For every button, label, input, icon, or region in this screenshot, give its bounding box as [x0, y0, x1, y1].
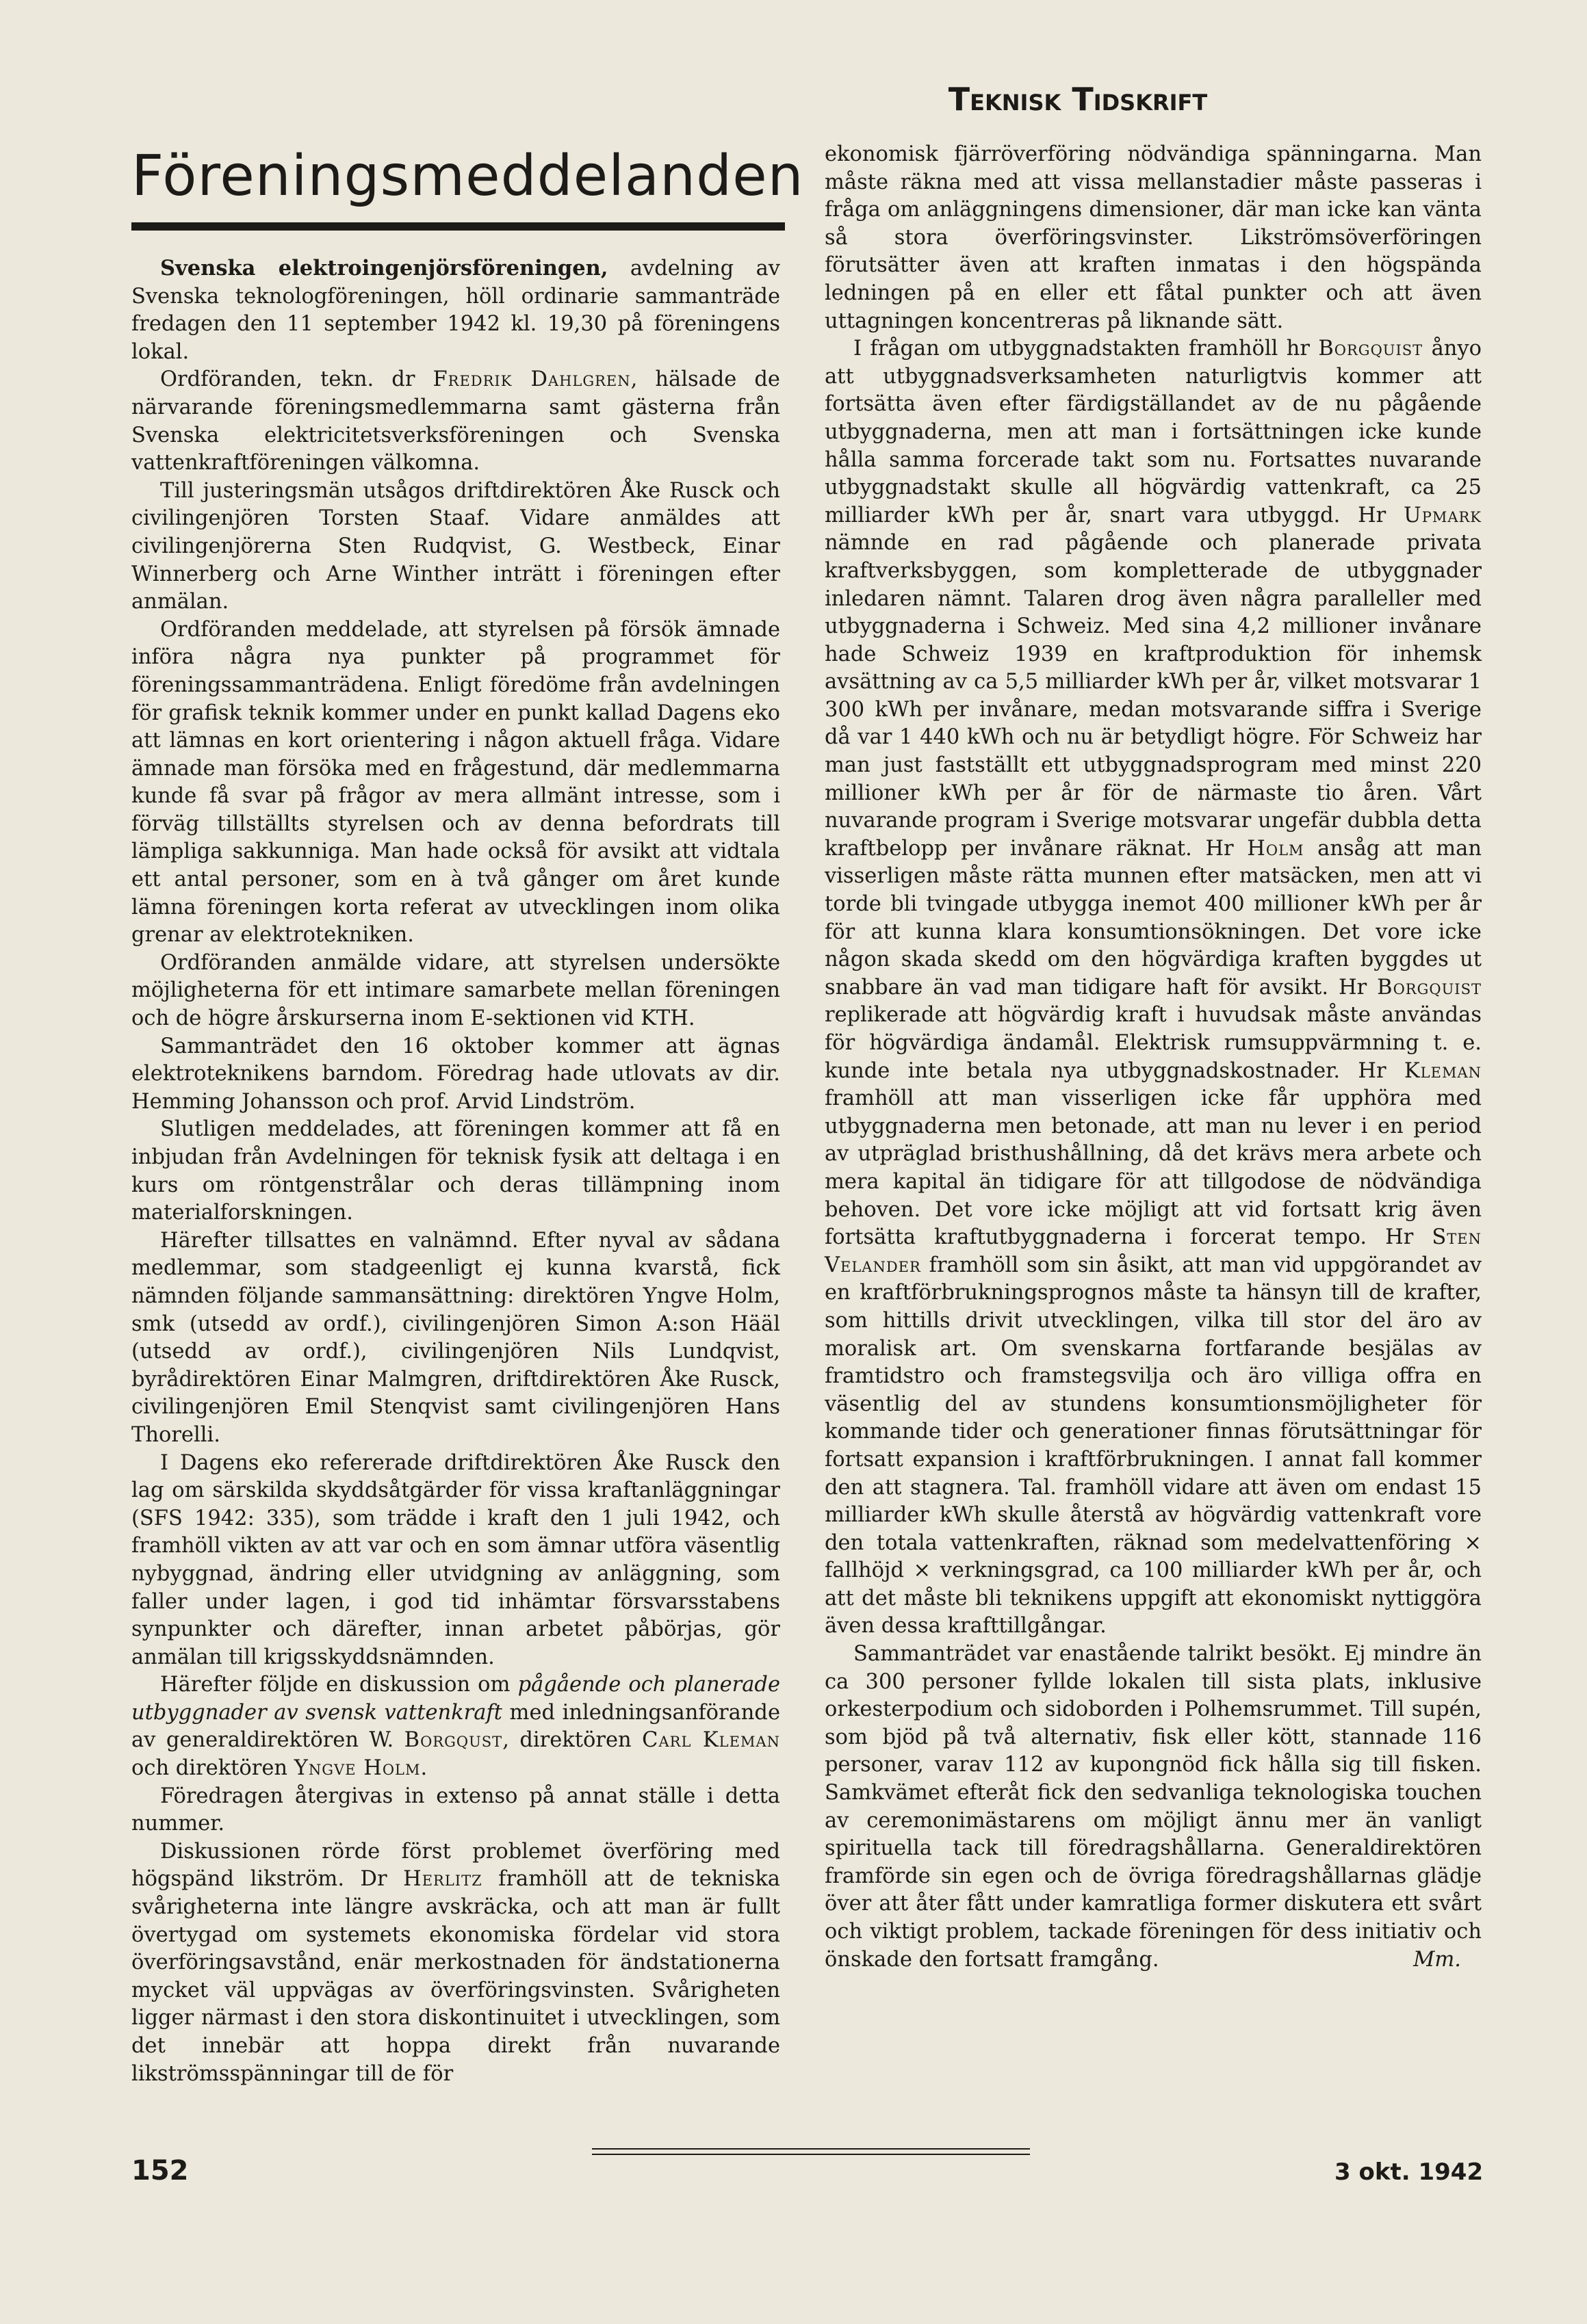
paragraph-3: Till justeringsmän utsågos driftdirektören Åke Rusck och civilingenjören Torsten Staaf. Vidare anmäldes att civilingenjörerna Sten Rudqvist, G. Westbeck, Einar Winnerberg och Arne Winther inträtt i föreningen efter anmälan.	[131, 478, 780, 614]
paragraph-1: Svenska elektroingenjörsföreningen, avdelning av Svenska teknologföreningen, höll ordinarie sammanträde fredagen den 11 september 1942 kl. 19,30 på föreningens lokal.	[131, 256, 780, 364]
paragraph-9: I Dagens eko refererade driftdirektören Åke Rusck den lag om särskilda skyddsåtgärder för vissa kraftanläggningar (SFS 1942: 335), som trädde i kraft den 1 juli 1942, och framhöll vikten av att var och en som ämnar utföra väsentlig nybyggnad, ändring eller utvidgning av anläggning, som faller under lagen, i god tid inhämtar försvarsstabens synpunkter och därefter, innan arbetet påbörjas, gör anmälan till krigsskyddsnämnden.	[131, 1450, 780, 1669]
right-column	[825, 141, 1482, 1974]
paragraph-discussion: I frågan om utbyggnadstakten framhöll hr Borgquist ånyo att utbyggnadsverksamheten naturligtvis kommer att fortsätta även efter färdigställandet av de nu pågående utbyggnaderna, men att man i fortsättningen icke kunde hålla samma forcerade takt som nu. Fortsattes nuvarande utbyggnadstakt skulle all högvärdig vattenkraft, ca 25 milliarder kWh per år, snart vara utbyggd. Hr Upmark nämnde en rad pågående och planerade privata kraftverksbyggen, som kompletterade de utbyggnader inledaren nämnt. Talaren drog även några paralleller med utbyggnaderna i Schweiz. Med sina 4,2 millioner invånare hade Schweiz 1939 en kraftproduktion för inhemsk avsättning av ca 5,5 milliarder kWh per år, vilket motsvarar 1 300 kWh per invånare, medan motsvarande siffra i Sverige då var 1 440 kWh och nu är betydligt högre. För Schweiz har man just fastställt ett utbyggnadsprogram med minst 220 millioner kWh per år för de närmaste tio åren. Vårt nuvarande program i Sverige motsvarar ungefär dubbla detta kraftbelopp per invånare räknat. Hr Holm ansåg att man visserligen måste rätta munnen efter matsäcken, men att vi torde bli tvingade utbygga inemot 400 millioner kWh per år för att kunna klara konsumtionsökningen. Det vore icke någon skada skedd om den högvärdiga kraften byggdes ut snabbare än vad man tidigare haft för avsikt. Hr Borgquist replikerade att högvärdig kraft i huvudsak måste användas för högvärdiga ändamål. Elektrisk rumsuppvärmning t. e. kunde inte betala nya utbyggnadskostnader. Hr Kleman framhöll att man visserligen icke får upphöra med utbyggnaderna men betonade, att man nu lever i en period av utpräglad bristhushållning, då det krävs mera arbete och mera kapital än tidigare för att tillgodose de nödvändiga behoven. Det vore icke möjligt att vid fortsatt krig även fortsätta kraftutbyggnaderna i forcerat tempo. Hr Sten Velander framhöll som sin åsikt, att man vid uppgörandet av en kraftförbrukningsprognos måste ta hänsyn till de krafter, som hittills drivit utvecklingen, vilka till stor del äro av moralisk art. Om svenskarna fortfarande besjälas av framtidstro och framstegsvilja och äro villiga offra en väsentlig del av stundens konsumtionsmöjligheter för kommande tider och generationer finnas förutsättningar för fortsatt expansion i kraftförbrukningen. I annat fall kommer den att stagnera. Tal. framhöll vidare att även om endast 15 milliarder kWh skulle återstå av högvärdig vattenkraft vore den totala vattenkraften, räknad som medelvattenföring × fallhöjd × verkningsgrad, ca 100 milliarder kWh per år, och att det måste bli teknikens uppgift att ekonomiskt nyttiggöra även dessa krafttillgångar.	[825, 337, 1482, 1638]
paragraph-11: Föredragen återgivas in extenso på annat ställe i detta nummer.	[131, 1784, 780, 1836]
title-rule	[131, 222, 785, 231]
paragraph-continued: ekonomisk fjärröverföring nödvändiga spänningarna. Man måste räkna med att vissa mellanstadier måste passeras i fråga om anläggningens dimensioner, där man icke kan vänta så stora överföringsvinster. Likströmsöverföringen förutsätter även att kraften inmatas i den högspända ledningen på en eller ett fåtal punkter och att även uttagningen koncentreras på liknande sätt.	[825, 142, 1482, 333]
section-title: Föreningsmeddelanden	[131, 144, 804, 209]
signature: Mm.	[1413, 1947, 1461, 1972]
page-number: 152	[131, 2155, 189, 2186]
paragraph-6: Sammanträdet den 16 oktober kommer att ägnas elektroteknikens barndom. Föredrag hade utlovats av dir. Hemming Johansson och prof. Arvid Lindström.	[131, 1034, 780, 1114]
paragraph-5: Ordföranden anmälde vidare, att styrelsen undersökte möjligheterna för ett intimare samarbete mellan föreningen och de högre årskurserna inom E-sektionen vid KTH.	[131, 950, 780, 1031]
footer-rule-top	[592, 2148, 1030, 2150]
issue-date: 3 okt. 1942	[1334, 2158, 1484, 2186]
journal-header: Teknisk Tidskrift	[948, 81, 1208, 118]
footer-rule-bottom	[592, 2154, 1030, 2155]
paragraph-closing: Sammanträdet var enastående talrikt besökt. Ej mindre än ca 300 personer fyllde lokalen till sista plats, inklusive orkesterpodium och sidoborden i Polhemsrummet. Till supén, som bjöd på två alternativ, fisk eller kött, stannade 116 personer, varav 112 av kupongnöd fick hålla sig till fisken. Samkvämet efteråt fick den sedvanliga teknologiska touchen av ceremonimästarens om möjligt ännu mer än vanligt spirituella tack till föredragshållarna. Generaldirektören framförde sin egen och de övriga föredragshållarnas glädje över att åter fått under kamratliga former diskutera ett svårt och viktigt problem, tackade föreningen för dess initiativ och önskade den fortsatt framgång. Mm.	[825, 1641, 1482, 1974]
paragraph-4: Ordföranden meddelade, att styrelsen på försök ämnade införa några nya punkter på programmet för föreningssammanträdena. Enligt föredöme från avdelningen för grafisk teknik kommer under en punkt kallad Dagens eko att lämnas en kort orientering i någon aktuell fråga. Vidare ämnade man försöka med en frågestund, där medlemmarna kunde få svar på frågor av mera allmänt intresse, som i förväg tillställts styrelsen och av denna befordrats till lämpliga sakkunniga. Man hade också för avsikt att vidtala ett antal personer, som en à två gånger om året kunde lämna föreningen korta referat av utvecklingen inom olika grenar av elektrotekniken.	[131, 617, 780, 948]
paragraph-8: Härefter tillsattes en valnämnd. Efter nyval av sådana medlemmar, som stadgeenligt ej kunna kvarstå, fick nämnden följande sammansättning: direktören Yngve Holm, smk (utsedd av ordf.), civilingenjören Simon A:son Hääl (utsedd av ordf.), civilingenjören Nils Lundqvist, byrådirektören Einar Malmgren, driftdirektören Åke Rusck, civilingenjören Emil Stenqvist samt civilingenjören Hans Thorelli.	[131, 1228, 780, 1447]
paragraph-10: Härefter följde en diskussion om pågående och planerade utbyggnader av svensk vattenkraft med inledningsanförande av generaldirektören W. Borgqust, direktören Carl Kleman och direktören Yngve Holm.	[131, 1673, 780, 1781]
paragraph-12: Diskussionen rörde först problemet överföring med högspänd likström. Dr Herlitz framhöll att de tekniska svårigheterna inte längre avskräcka, och att man är fullt övertygad om systemets ekonomiska fördelar vid stora överföringsavstånd, enär merkostnaden för ändstationerna mycket väl uppvägas av överföringsvinsten. Svårigheten ligger närmast i den stora diskontinuitet i utvecklingen, som det innebär att hoppa direkt från nuvarande likströmsspänningar till de för	[131, 1839, 780, 2086]
paragraph-7: Slutligen meddelades, att föreningen kommer att få en inbjudan från Avdelningen för teknisk fysik att deltaga i en kurs om röntgenstrålar och deras tillämpning inom materialforskningen.	[131, 1117, 780, 1225]
left-column	[131, 254, 780, 2088]
paragraph-2: Ordföranden, tekn. dr Fredrik Dahlgren, hälsade de närvarande föreningsmedlemmarna samt gästerna från Svenska elektricitetsverksföreningen och Svenska vattenkraftföreningen välkomna.	[131, 367, 780, 475]
